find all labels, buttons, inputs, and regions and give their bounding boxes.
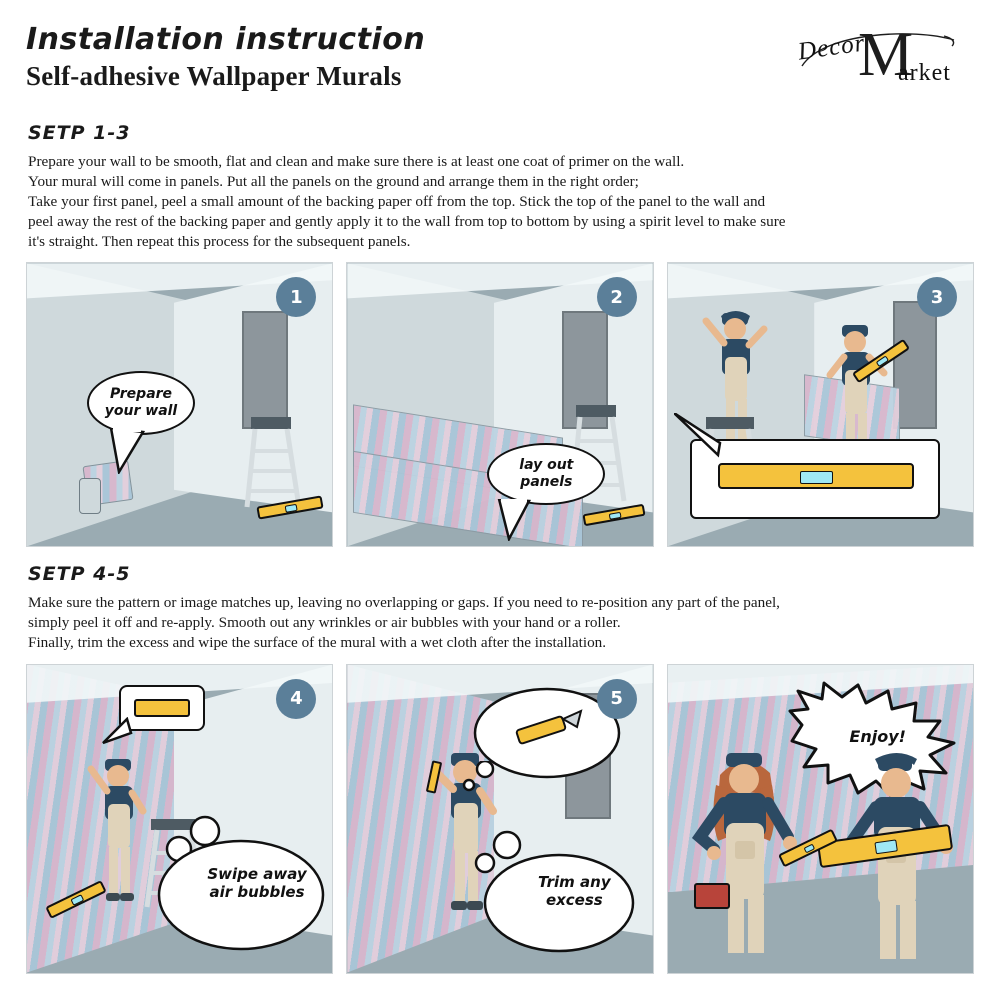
body-line: it's straight. Then repeat this process for the subsequent panels. [28,233,411,251]
spirit-level-tool-large [718,463,914,489]
step-badge-1: 1 [276,277,316,317]
speech-bubble-tail-1 [109,428,159,474]
page-subtitle: Self-adhesive Wallpaper Murals [26,61,402,91]
illustration-row-1 [26,262,974,547]
bubble-text: lay out panels [519,457,574,491]
toolbox-icon [694,883,730,909]
body-line: Take your first panel, peel a small amount of the backing paper off from the top. Stick the top of the panel to the wall and [28,193,766,211]
step-badge-2: 2 [597,277,637,317]
logo-letter-m: M [858,21,914,89]
callout-tail [101,717,135,747]
thought-bubble-4-text: Swipe away air bubbles [207,864,307,902]
illustration-panel-enjoy [667,664,974,974]
illustration-panel-1 [26,262,333,547]
body-line: simply peel it off and re-apply. Smooth out any wrinkles or air bubbles with your hand or a roller. [28,614,621,632]
illustration-panel-4 [26,664,333,974]
illustration-panel-3 [667,262,974,547]
body-line: Prepare your wall to be smooth, flat and clean and make sure there is at least one coat of primer on the wall. [28,153,685,170]
speech-bubble-tail-2 [497,499,543,541]
illustration-row-2 [26,664,974,974]
body-line: Make sure the pattern or image matches up, leaving no overlapping or gaps. If you need to re-position any part of the panel, [28,594,780,612]
section-heading-steps-1-3: SETP 1-3 [28,122,131,144]
step-badge-5: 5 [597,679,637,719]
logo-word-decor: Decor [796,29,867,66]
wallpaper-roll [79,478,101,514]
brand-logo [780,18,970,96]
callout-tail [674,413,734,459]
page-header [26,22,974,106]
body-line: Your mural will come in panels. Put all the panels on the ground and arrange them in the right order; [28,173,639,191]
burst-bubble-text: Enjoy! [849,726,906,746]
illustration-panel-2 [346,262,653,547]
bubble-text: Prepare your wall [104,386,178,420]
thought-bubble-5-text: Trim any excess [538,872,611,910]
speech-bubble-1 [87,371,195,435]
cutter-knife-icon [507,705,587,759]
logo-word-arket: arket [898,60,951,86]
illustration-panel-5 [346,664,653,974]
body-line: Finally, trim the excess and wipe the surface of the mural with a wet cloth after the installation. [28,634,607,652]
section-heading-steps-4-5: SETP 4-5 [28,563,131,586]
page-title: Installation instruction [26,22,426,57]
step-badge-3: 3 [917,277,957,317]
section-body-steps-4-5 [28,593,974,653]
section-body-steps-1-3 [28,152,974,252]
thought-bubble-dots [459,761,499,801]
step-badge-4: 4 [276,679,316,719]
body-line: peel away the rest of the backing paper and gently apply it to the wall from top to bottom by using a spirit level to make sure [28,213,786,231]
